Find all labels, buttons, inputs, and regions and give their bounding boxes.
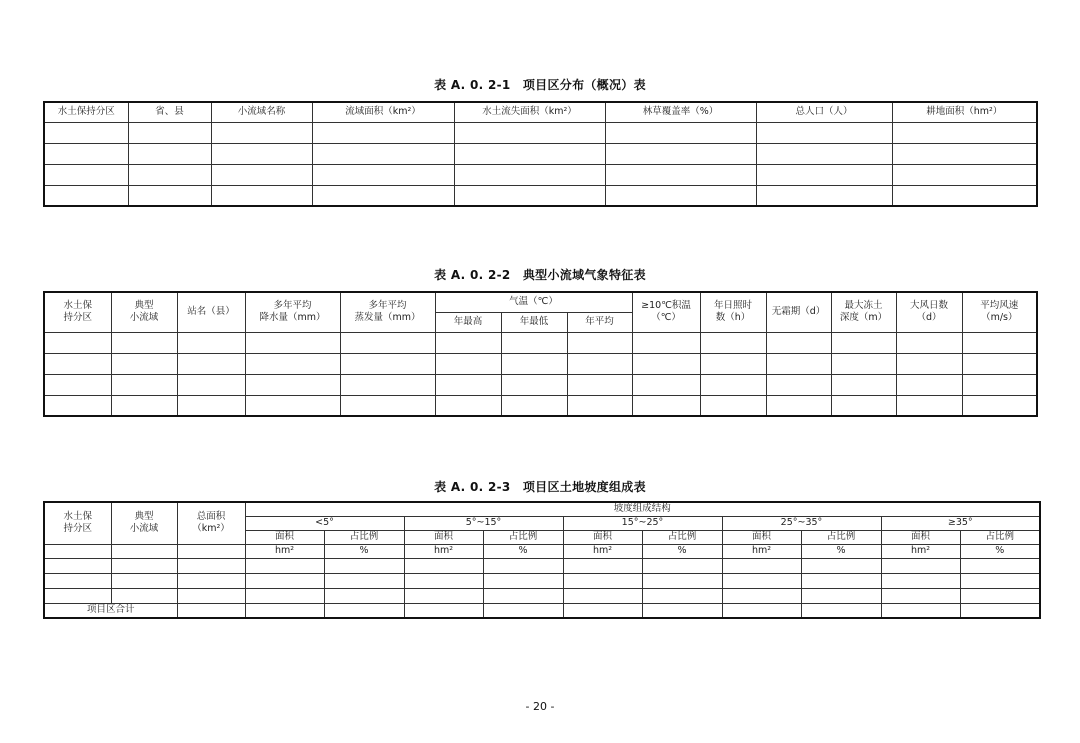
table3-header-row-1 (44, 502, 1040, 516)
unit-area: hm² (245, 544, 324, 558)
table3-total-row (44, 603, 1040, 618)
header-sunshine: 年日照时 数（h） (700, 292, 766, 332)
subheader-ratio: 占比例 (483, 530, 563, 544)
table-row (44, 122, 1037, 143)
unit-ratio: % (642, 544, 722, 558)
subheader-ratio: 占比例 (960, 530, 1040, 544)
table-row (44, 143, 1037, 164)
table3-unit-row (44, 544, 1040, 558)
subheader-area: 面积 (881, 530, 960, 544)
header-erosion-area: 水土流失面积（km²） (454, 102, 605, 122)
header-population: 总人口（人） (756, 102, 892, 122)
total-label: 项目区合计 (44, 603, 177, 618)
table-row (44, 185, 1037, 206)
header-windy-days: 大风日数 （d） (896, 292, 962, 332)
header-range-5-15: 5°~15° (404, 516, 563, 530)
table-slope-composition (43, 501, 1041, 619)
table-row (44, 573, 1040, 588)
header-frozen-soil: 最大冻土 深度（m） (831, 292, 896, 332)
header-typical-basin: 典型 小流域 (111, 292, 177, 332)
header-range-lt5: <5° (245, 516, 404, 530)
table-climate-features (43, 291, 1038, 417)
unit-area: hm² (722, 544, 801, 558)
unit-area: hm² (881, 544, 960, 558)
header-total-area: 总面积 （km²） (177, 502, 245, 544)
table-row (44, 558, 1040, 573)
header-temp-max: 年最高 (435, 312, 501, 332)
table3-caption: 表 A. 0. 2-3 项目区土地坡度组成表 (434, 480, 646, 494)
header-evaporation: 多年平均 蒸发量（mm） (340, 292, 435, 332)
table2-caption: 表 A. 0. 2-2 典型小流域气象特征表 (434, 268, 646, 282)
header-forest-cover: 林草覆盖率（%） (605, 102, 756, 122)
header-zone: 水土保 持分区 (44, 502, 111, 544)
unit-ratio: % (801, 544, 881, 558)
header-province-county: 省、县 (128, 102, 211, 122)
header-farmland-area: 耕地面积（hm²） (892, 102, 1037, 122)
subheader-ratio: 占比例 (801, 530, 881, 544)
header-range-15-25: 15°~25° (563, 516, 722, 530)
header-range-ge35: ≥35° (881, 516, 1040, 530)
unit-area: hm² (563, 544, 642, 558)
unit-area: hm² (404, 544, 483, 558)
unit-ratio: % (960, 544, 1040, 558)
subheader-area: 面积 (245, 530, 324, 544)
table-project-distribution (43, 101, 1038, 207)
table-row (44, 332, 1037, 353)
table1-header-row (44, 102, 1037, 122)
header-accumulated-temp: ≥10℃积温 （℃） (632, 292, 700, 332)
header-wind-speed: 平均风速 （m/s） (962, 292, 1037, 332)
table-row (44, 588, 1040, 603)
subheader-area: 面积 (722, 530, 801, 544)
table-row (44, 353, 1037, 374)
table2-header-row-1 (44, 292, 1037, 312)
header-zone: 水土保 持分区 (44, 292, 111, 332)
header-precipitation: 多年平均 降水量（mm） (245, 292, 340, 332)
unit-ratio: % (324, 544, 404, 558)
header-slope-structure: 坡度组成结构 (245, 502, 1040, 516)
header-zone: 水土保持分区 (44, 102, 128, 122)
header-temp-avg: 年平均 (567, 312, 632, 332)
table-row (44, 164, 1037, 185)
header-range-25-35: 25°~35° (722, 516, 881, 530)
header-temp-min: 年最低 (501, 312, 567, 332)
page-number: - 20 - (525, 700, 555, 713)
header-station: 站名（县） (177, 292, 245, 332)
subheader-ratio: 占比例 (642, 530, 722, 544)
header-basin-name: 小流域名称 (211, 102, 312, 122)
header-temperature: 气温（℃） (435, 292, 632, 312)
unit-ratio: % (483, 544, 563, 558)
subheader-area: 面积 (404, 530, 483, 544)
table1-caption: 表 A. 0. 2-1 项目区分布（概况）表 (434, 78, 646, 92)
table-row (44, 374, 1037, 395)
header-typical-basin: 典型 小流域 (111, 502, 177, 544)
table-row (44, 395, 1037, 416)
subheader-ratio: 占比例 (324, 530, 404, 544)
header-frost-free: 无霜期（d） (766, 292, 831, 332)
subheader-area: 面积 (563, 530, 642, 544)
header-basin-area: 流域面积（km²） (312, 102, 454, 122)
